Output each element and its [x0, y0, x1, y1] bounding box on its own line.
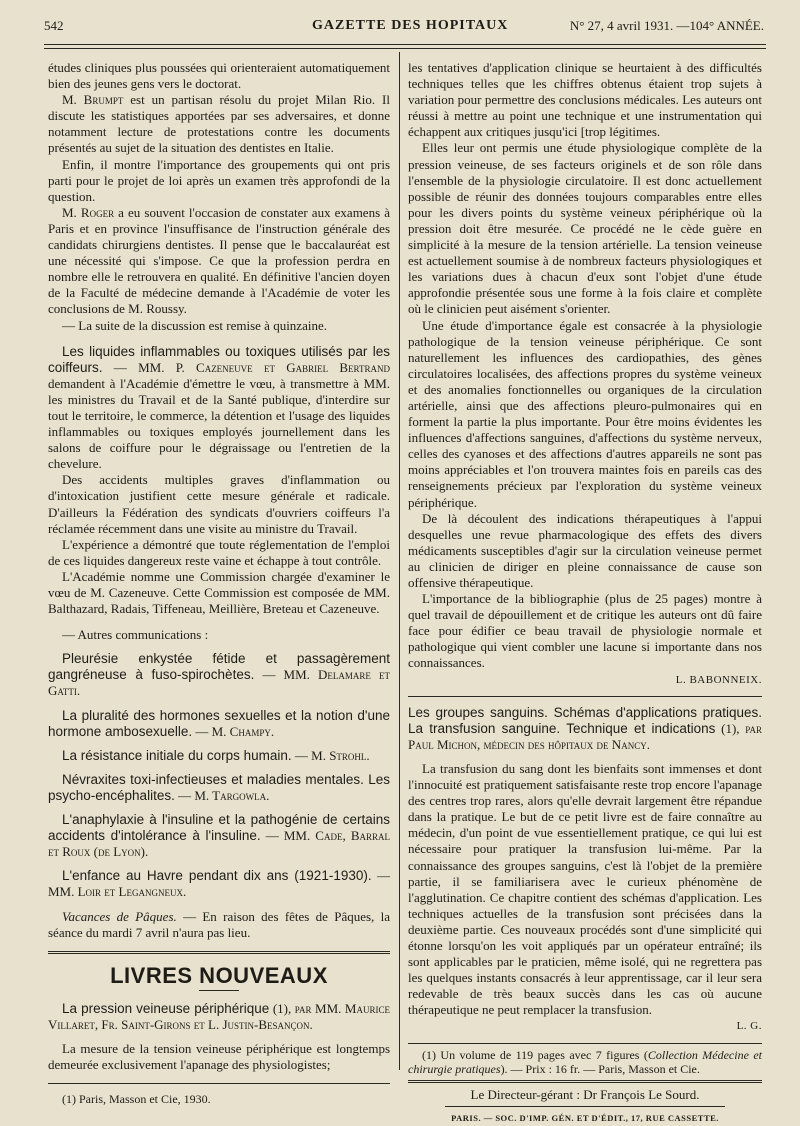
director-line: Le Directeur-gérant : Dr François Le Sourd. — [470, 1086, 700, 1102]
page-header — [44, 18, 764, 38]
communication-item — [48, 772, 390, 804]
section-liquides — [48, 344, 390, 473]
imprint-line: PARIS. — SOC. D'IMP. GÉN. ET D'ÉDIT., 17, RUE CASSETTE. — [451, 1112, 719, 1123]
section-text: demandent à l'Académie d'émettre le vœu, à transmettre à MM. les ministres du Travail et de la Santé publique, d'interdire sur tout le territoire, le commerce, la détention et l'usage des liquides inflammables ou toxiques employés journellement dans les salons de coiffure pour le dégraissage ou l'entretien de la chevelure. — [48, 375, 390, 472]
paragraph: Une étude d'importance égale est consacrée à la physiologie pathologique de la tension veineuse périphérique. Ce sont naturellement les influences des cardiopathies, des gènes circulatoires localisées, des affections propres du système veineux et des anomalies fonctionnelles ou organiques de la circulation artérielle, ainsi que des affections pleuro-pulmonaires qui en forment la partie la plus importante. Pour être moins évidentes les influences d'affections sanguines, d'affections du système nerveux, celles des cyanoses et des affections d'autres appareils ne sont pas moins appréciables et l'on trouvera maintes fois en pareils cas des renseignements précieux par l'exploration du système veineux périphérique. — [408, 317, 762, 510]
communication-authors: — MM. Delamare et Gatti. — [48, 667, 390, 699]
communication-item — [48, 651, 390, 699]
other-communications-label: — Autres communications : — [62, 627, 209, 643]
book-review-heading — [48, 1001, 390, 1033]
page-number: 542 — [44, 18, 64, 33]
paragraph: — La suite de la discussion est remise à quinzaine. — [62, 317, 327, 333]
book-authors: (1), par MM. Maurice Villaret, Fr. Saint-Girons et L. Justin-Besançon. — [48, 1000, 390, 1032]
footnote-collection: Collection Médecine et chirurgie pratiques — [408, 1047, 762, 1076]
livres-nouveaux-heading: LIVRES NOUVEAUX — [110, 962, 328, 988]
book-title: Les groupes sanguins. Schémas d'applications pratiques. La transfusion sanguine. Technique et indications — [408, 704, 762, 736]
footnote — [408, 1048, 762, 1076]
right-column — [408, 60, 762, 1126]
imprint-rule — [445, 1106, 725, 1107]
signature: L. BABONNEIX. — [675, 673, 762, 686]
footnote-text: (1) Un volume de 119 pages avec 7 figures ( — [422, 1047, 648, 1062]
communication-title: Pleurésie enkystée fétide et passagèrement gangréneuse à fuso-spirochètes. — [48, 651, 390, 683]
paragraph-text: a eu souvent l'occasion de constater aux examens à Paris et en province l'insuffisance de l'instruction générale des candidats chirurgiens dentistes. Il pense que le baccalauréat est une nécessité qui s'impose. Ce que la profession perdra en nombre elle le retrouvera en qualité. En définitive l'ancien doyen de la Faculté de médecine demande à l'Académie de voter les conclusions de M. Roussy. — [48, 204, 390, 317]
book-review-heading — [408, 705, 762, 753]
communication-authors: — MM. Cade, Barral et Roux (de Lyon). — [48, 828, 390, 860]
communication-title: La résistance initiale du corps humain. — [62, 747, 292, 763]
header-rule-bottom — [44, 48, 766, 49]
paragraph: Des accidents multiples graves d'inflammation ou d'intoxication justifient cette mesure générale et radicale. D'ailleurs la Fédération des syndicats d'ouvriers coiffeurs l'a réclamée récemment dans une visite au ministre du Travail. — [48, 472, 390, 536]
notice-label: Vacances de Pâques. — [62, 908, 177, 924]
communication-item — [48, 708, 390, 740]
left-column — [48, 60, 390, 1106]
communication-title: L'enfance au Havre pendant dix ans (1921-1930). — [62, 868, 372, 884]
paragraph: études cliniques plus poussées qui orienteraient automatiquement bien des jeunes gens vers le doctorat. — [48, 60, 390, 92]
section-title: Les liquides inflammables ou toxiques utilisés par les coiffeurs. — [48, 343, 390, 375]
paragraph — [48, 92, 390, 156]
paragraph: La mesure de la tension veineuse périphérique est longtemps demeurée exclusivement l'apanage des physiologistes; — [48, 1040, 390, 1073]
header-rule-top — [44, 44, 766, 45]
paragraph: Enfin, il montre l'importance des groupements qui ont pris parti pour le projet de loi après un examen très approfondi de la question. — [48, 156, 390, 204]
communication-title: L'anaphylaxie à l'insuline et la pathogénie de certains accidents d'intolérance à l'insuline. — [48, 812, 390, 844]
paragraph: Elles leur ont permis une étude physiologique complète de la pression veineuse, de ses facteurs originels et de son rôle dans l'ensemble de la physiologie circulatoire. Il est donc actuellement possible de réunir des données toujours comparables entre elles pour les divers points du système veineux périphérique où la pression doit être mesurée. Ce procédé ne le cède guère en simplicité à la mesure de la tension artérielle. La tension veineuse est actuellement soumise à de nombreux facteurs physiologiques et les variations dues à chacun d'eux sont l'objet d'une étude approfondie présentée sous une forme à la fois claire et complète où le clinicien peut aisément s'orienter. — [408, 140, 762, 317]
paragraph: L'Académie nomme une Commission chargée d'examiner le vœu de M. Cazeneuve. Cette Commission est composée de MM. Balthazard, Radais, Tiffeneau, Meillière, Breteau et Cazeneuve. — [48, 568, 390, 617]
notice-text: — En raison des fêtes de Pâques, la séance du mardi 7 avril n'aura pas lieu. — [48, 908, 390, 940]
issue-info: N° 27, 4 avril 1931. —104° ANNÉE. — [569, 18, 764, 33]
communication-authors: — M. Champy. — [192, 723, 275, 739]
communication-title: La pluralité des hormones sexuelles et la notion d'une hormone ambosexuelle. — [48, 707, 390, 739]
communication-item — [48, 868, 390, 900]
paragraph: les tentatives d'application clinique se heurtaient à des difficultés techniques telles que les chiffres obtenus étaient trop sujets à variation pour permettre des conclusions médicales. Les auteurs ont réussi à mettre au point une technique et une instrumentation qui échappent aux critiques jusqu'ici [trop légitimes. — [408, 60, 762, 140]
column-divider — [399, 52, 400, 1070]
communication-item — [48, 748, 390, 764]
communication-authors: — M. Strohl. — [291, 747, 370, 763]
paragraph — [48, 205, 390, 318]
easter-notice — [48, 909, 390, 941]
communication-title: Névraxites toxi-infectieuses et maladies mentales. Les psycho-encéphalites. — [48, 771, 390, 803]
book-authors: (1), par Paul Michon, médecin des hôpitaux de Nancy. — [408, 720, 762, 752]
communication-authors: — M. Targowla. — [174, 787, 270, 803]
signature: L. G. — [736, 1020, 762, 1033]
footnote: (1) Paris, Masson et Cie, 1930. — [62, 1092, 211, 1107]
communication-item — [48, 812, 390, 860]
communication-authors: — MM. Loir et Legangneux. — [48, 868, 390, 900]
person-name: M. Brumpt — [62, 92, 124, 108]
paragraph: L'expérience a démontré que toute réglementation de l'emploi de ces liquides dangereux reste vaine et échappe à tout contrôle. — [48, 536, 390, 568]
paragraph: La transfusion du sang dont les bienfaits sont immenses et dont l'innocuité est pratiquement satisfaisante reste trop encore l'apanage des centres trop rares, alors qu'elle devrait largement être répandue dans la pratique. Le but de ce petit livre est de faire connaître au médecin, d'un point de vue essentiellement pratique, ce qui lui est nécessaire pour pratiquer la transfusion lui-même. Par la connaissance des groupes sanguins, c'est là l'objet de la première partie, il se familiarisera avec le curieux phénomène de l'agglutination. Ce chapitre contient des schémas d'application. Les techniques actuelles de la transfusion sont précisées dans la deuxième partie. Ces nouveaux procédés sont d'une simplicité qui étonne lorsqu'on les voit appliqués par un opérateur entraîné; ils sont applicables par le praticien, même isolé, qui ne regrettera pas les quelques instants consacrés à leur apprentissage, car il leur sera redevable de très beaux succès dans les cas où aucune thérapeutique ne peut remplacer la transfusion. — [408, 760, 762, 1018]
paragraph: L'importance de la bibliographie (plus de 25 pages) montre à quel travail de dépouillement et de critique les auteurs ont dû faire face pour édifier ce beau travail de physiologie normale et pathologique qui vient combler une lacune si importante dans nos connaissances. — [408, 591, 762, 671]
person-name: M. Roger — [62, 204, 115, 220]
footnote-text: ). — Prix : 16 fr. — Paris, Masson et Cie. — [500, 1061, 700, 1076]
paragraph-text: est un partisan résolu du projet Milan Rio. Il discute les statistiques apportées par ses adversaires, et donne notamment lecture de protestations contre les documents présentés au sujet de la situation des dentistes en Italie. — [48, 92, 390, 156]
paragraph: De là découlent des indications thérapeutiques à l'appui desquelles une revue pharmacologique des effets des divers médicaments susceptibles d'agir sur la circulation veineuse permet au clinicien de diriger en pleine connaissance de cause son offensive thérapeutique. — [408, 510, 762, 590]
book-title: La pression veineuse périphérique — [62, 1000, 270, 1016]
section-authors: — MM. P. Cazeneuve et Gabriel Bertrand — [102, 359, 390, 375]
journal-title: GAZETTE DES HOPITAUX — [312, 18, 509, 33]
